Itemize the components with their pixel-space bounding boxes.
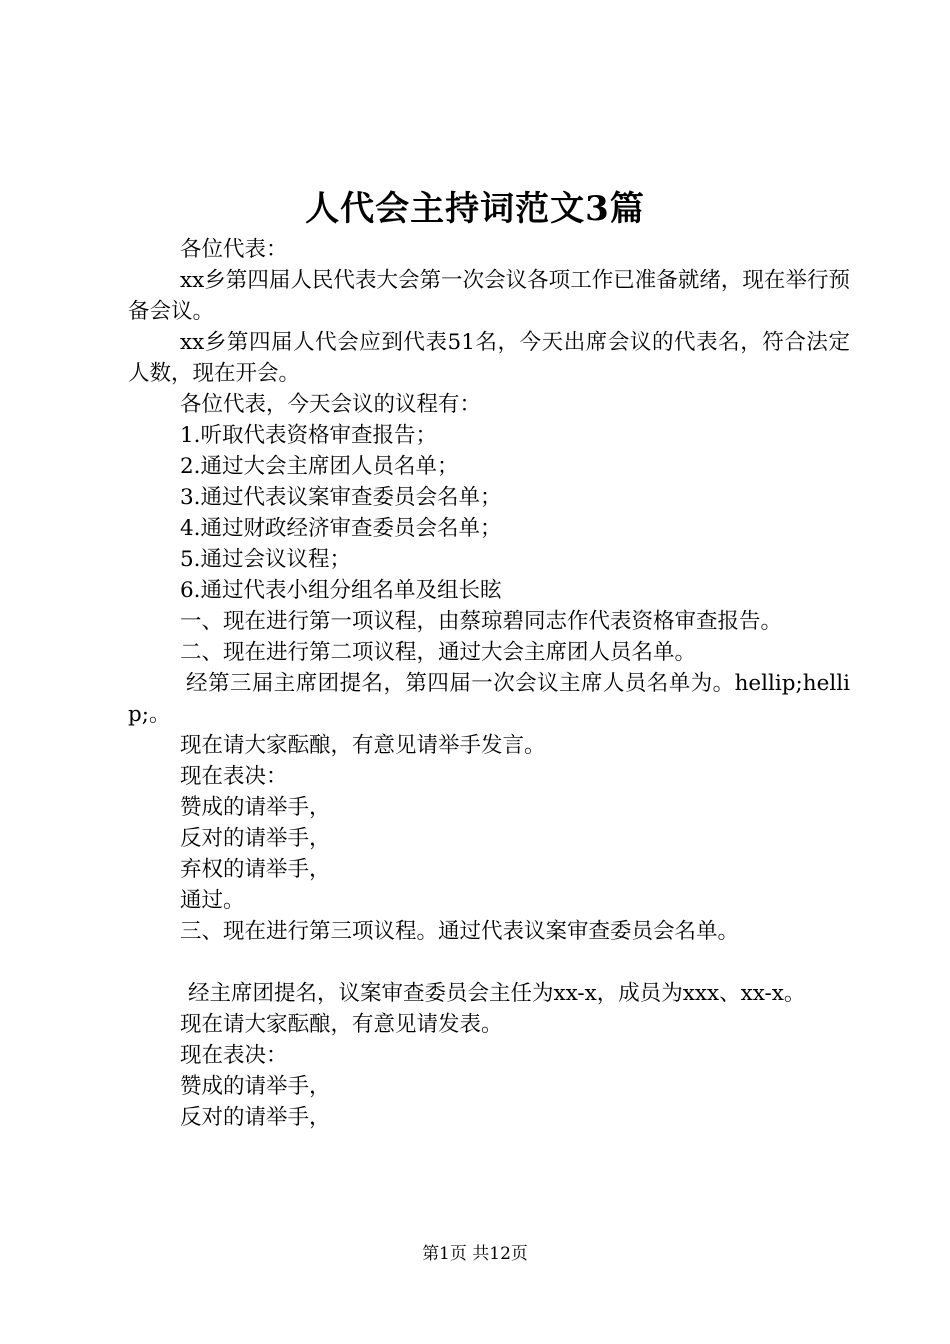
page-number: 第1页 [422,1244,467,1264]
paragraph: 反对的请举手， [180,1105,331,1130]
paragraph: 经主席团提名，议案审查委员会主任为xx-x，成员为xxx、xx-x。 [188,981,806,1006]
paragraph: 通过。 [180,888,245,913]
paragraph: xx乡第四届人民代表大会第一次会议各项工作已准备就绪，现在举行预备会议。 [128,268,850,324]
agenda-item: 2.通过大会主席团人员名单； [180,454,459,479]
paragraph: 一、现在进行第一项议程，由蔡琼碧同志作代表资格审查报告。 [180,609,783,634]
agenda-item: 3.通过代表议案审查委员会名单； [180,485,502,510]
page-total: 共12页 [472,1244,528,1264]
paragraph: 现在表决： [180,1043,288,1068]
document-body [128,234,850,1133]
page-footer [0,1242,950,1266]
paragraph: 现在请大家酝酿，有意见请举手发言。 [180,733,546,758]
paragraph: 各位代表，今天会议的议程有： [180,392,482,417]
paragraph: 二、现在进行第二项议程，通过大会主席团人员名单。 [180,640,697,665]
document-title: 人代会主持词范文3篇 [305,189,645,229]
paragraph: 经第三届主席团提名，第四届一次会议主席人员名单为。hellip;hellip;。 [128,671,850,727]
blank-line [128,947,850,978]
paragraph: 现在请大家酝酿，有意见请发表。 [180,1012,503,1037]
paragraph: 赞成的请举手， [180,795,331,820]
agenda-item: 5.通过会议议程； [180,547,352,572]
paragraph: 反对的请举手， [180,826,331,851]
agenda-item: 4.通过财政经济审查委员会名单； [180,516,502,541]
paragraph: 各位代表： [180,237,288,262]
paragraph: 三、现在进行第三项议程。通过代表议案审查委员会名单。 [180,919,740,944]
paragraph: 现在表决： [180,764,288,789]
agenda-item: 6.通过代表小组分组名单及组长眩 [180,578,502,603]
paragraph: 赞成的请举手， [180,1074,331,1099]
paragraph: 弃权的请举手， [180,857,331,882]
agenda-item: 1.听取代表资格审查报告； [180,423,438,448]
paragraph: xx乡第四届人代会应到代表51名，今天出席会议的代表名，符合法定人数，现在开会。 [128,330,850,386]
